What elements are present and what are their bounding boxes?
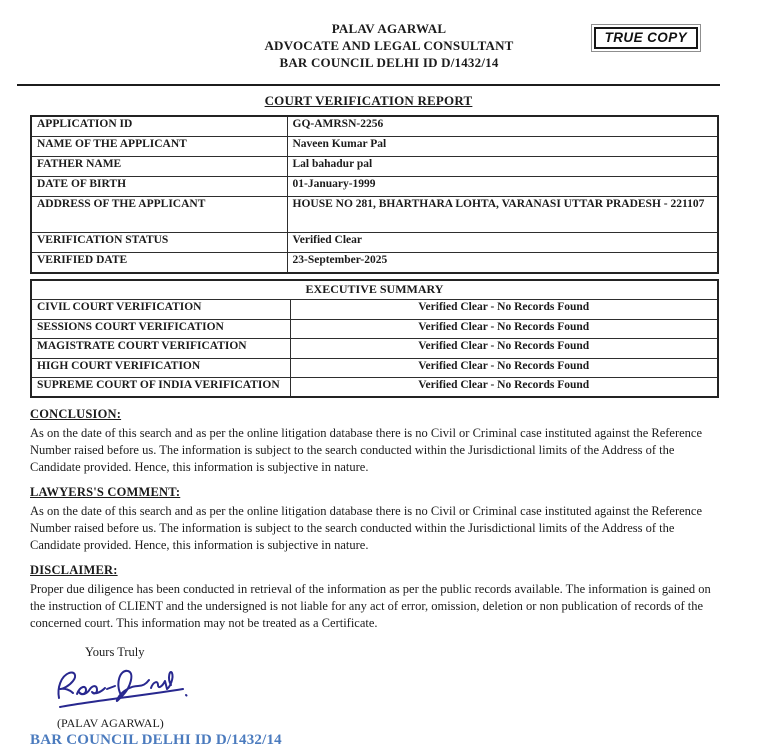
table-header-row: [31, 280, 718, 300]
row-label: FATHER NAME: [31, 156, 287, 176]
row-value: Verified Clear - No Records Found: [290, 339, 718, 359]
row-value: Verified Clear - No Records Found: [290, 319, 718, 339]
row-value: Lal bahadur pal: [287, 156, 718, 176]
row-value: 23-September-2025: [287, 252, 718, 273]
signature-block: [52, 662, 778, 716]
true-copy-stamp: [591, 24, 701, 52]
table-row: [31, 176, 718, 196]
table-row: [31, 136, 718, 156]
row-value: Verified Clear - No Records Found: [290, 358, 718, 378]
row-value: GQ-AMRSN-2256: [287, 116, 718, 136]
signatory-name: (PALAV AGARWAL): [57, 716, 164, 730]
table-row: [31, 358, 718, 378]
conclusion-body: As on the date of this search and as per the online litigation database there is no Civil or Criminal case instituted against the Reference Number raised before us. The information is subject to the search conducted within the Jurisdictional limits of the Address of the Candidate provided. Hence, this information is subjective in nature.: [30, 426, 703, 474]
row-label: DATE OF BIRTH: [31, 176, 287, 196]
row-value: Verified Clear - No Records Found: [290, 300, 718, 320]
page-title: COURT VERIFICATION REPORT: [264, 93, 473, 108]
row-value: Naveen Kumar Pal: [287, 136, 718, 156]
lawyers-comment-body: As on the date of this search and as per the online litigation database there is no Civil or Criminal case instituted against the Reference Number raised before us. The information is subject to the search conducted within the Jurisdictional limits of the Address of the Candidate provided. Hence, this information is subjective in nature.: [30, 504, 703, 552]
advocate-bar-id: BAR COUNCIL DELHI ID D/1432/14: [279, 55, 499, 70]
row-value: Verified Clear - No Records Found: [290, 378, 718, 398]
table-row: [31, 252, 718, 273]
table-row: [31, 232, 718, 252]
row-label: CIVIL COURT VERIFICATION: [31, 300, 290, 320]
row-value: HOUSE NO 281, BHARTHARA LOHTA, VARANASI UTTAR PRADESH - 221107: [287, 196, 718, 232]
handwritten-signature-image: [52, 662, 197, 716]
lawyers-comment-section: [30, 485, 722, 554]
applicant-details-table: [30, 115, 719, 274]
table-row: [31, 339, 718, 359]
advocate-name: PALAV AGARWAL: [331, 21, 447, 36]
signatory-bar-id: BAR COUNCIL DELHI ID D/1432/14: [30, 732, 282, 748]
row-label: NAME OF THE APPLICANT: [31, 136, 287, 156]
closing-text: Yours Truly: [85, 645, 145, 659]
table-row: [31, 300, 718, 320]
row-value: Verified Clear: [287, 232, 718, 252]
row-label: VERIFIED DATE: [31, 252, 287, 273]
conclusion-heading: CONCLUSION:: [30, 407, 122, 421]
disclaimer-section: [30, 563, 722, 632]
lawyers-comment-heading: LAWYERS'S COMMENT:: [30, 485, 181, 499]
row-value: 01-January-1999: [287, 176, 718, 196]
row-label: HIGH COURT VERIFICATION: [31, 358, 290, 378]
row-label: SUPREME COURT OF INDIA VERIFICATION: [31, 378, 290, 398]
advocate-subtitle: ADVOCATE AND LEGAL CONSULTANT: [264, 38, 514, 53]
row-label: ADDRESS OF THE APPLICANT: [31, 196, 287, 232]
executive-summary-table: [30, 279, 719, 398]
disclaimer-heading: DISCLAIMER:: [30, 563, 118, 577]
table-row: [31, 378, 718, 398]
row-label: APPLICATION ID: [31, 116, 287, 136]
table-row: [31, 319, 718, 339]
executive-summary-heading: EXECUTIVE SUMMARY: [31, 280, 718, 300]
row-label: VERIFICATION STATUS: [31, 232, 287, 252]
row-label: SESSIONS COURT VERIFICATION: [31, 319, 290, 339]
disclaimer-body: Proper due diligence has been conducted in retrieval of the information as per the public records available. The information is gained on the instruction of CLIENT and the undersigned is not liable for any act of error, omission, deletion or non publication of records of the concerned court. This information may not be treated as a Certificate.: [30, 582, 711, 630]
header-divider: [17, 84, 720, 86]
table-row: [31, 156, 718, 176]
table-row: [31, 116, 718, 136]
conclusion-section: [30, 407, 722, 476]
table-row: [31, 196, 718, 232]
row-label: MAGISTRATE COURT VERIFICATION: [31, 339, 290, 359]
true-copy-stamp-label: TRUE COPY: [594, 27, 698, 49]
